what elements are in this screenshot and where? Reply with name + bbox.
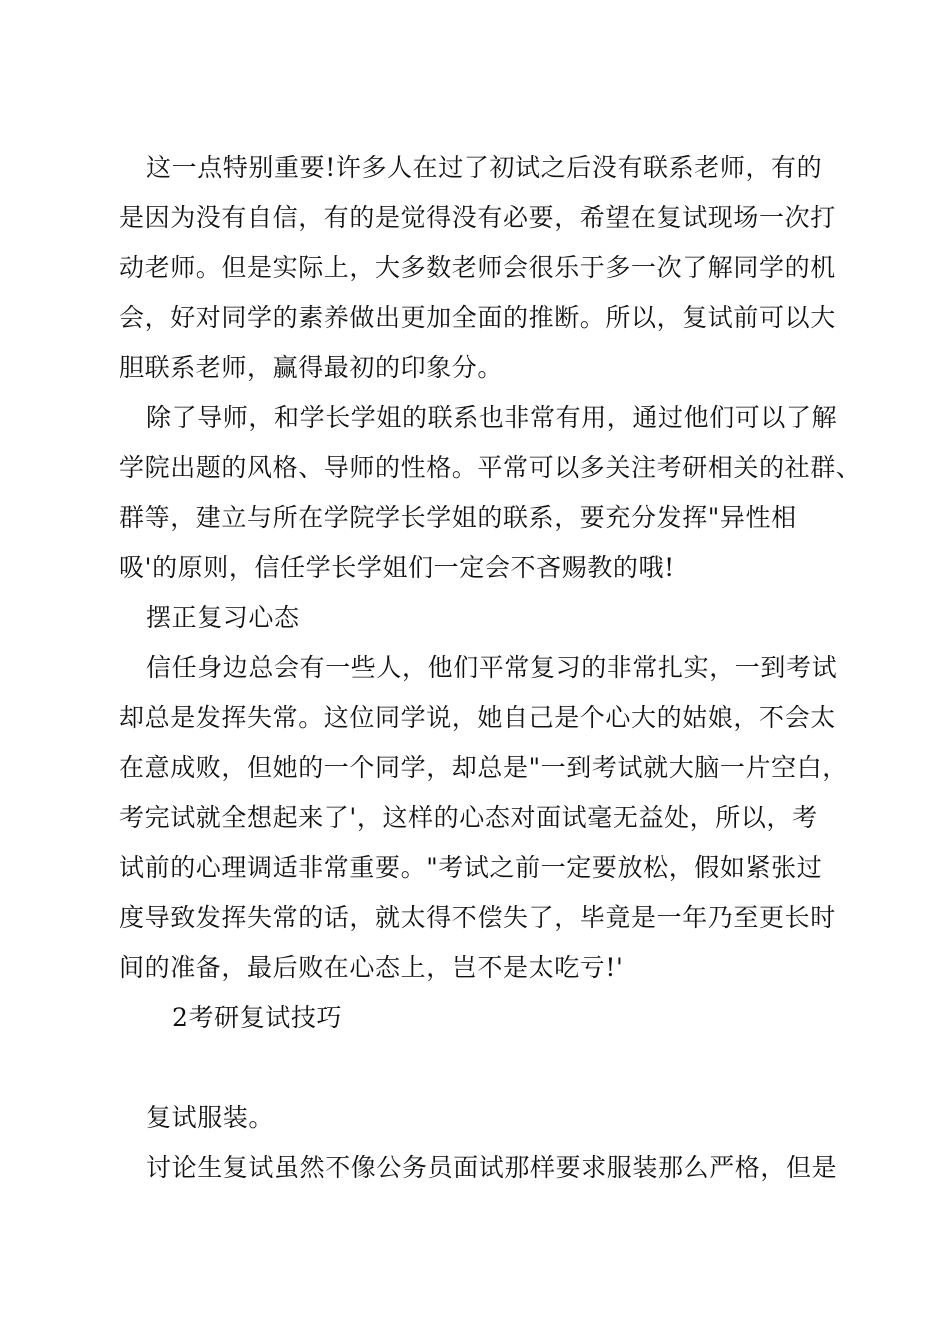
paragraph-3-line-3: 在意成败，但她的一个同学，却总是"一到考试就大脑一片空白， <box>119 753 848 782</box>
paragraph-3-line-2: 却总是发挥失常。这位同学说，她自己是个心大的姑娘，不会太 <box>119 703 836 732</box>
paragraph-3-line-5: 试前的心理调适非常重要。"考试之前一定要放松，假如紧张过 <box>119 853 823 882</box>
paragraph-3-line-1: 信任身边总会有一些人，他们平常复习的非常扎实，一到考试 <box>146 653 838 682</box>
paragraph-1-line-5: 胆联系老师，赢得最初的印象分。 <box>119 353 504 382</box>
paragraph-2-line-2: 学院出题的风格、导师的性格。平常可以多关注考研相关的社群、 <box>119 453 862 482</box>
paragraph-3-line-7: 间的准备，最后败在心态上，岂不是太吃亏!' <box>119 953 624 982</box>
paragraph-2-line-4: 吸'的原则，信任学长学姐们一定会不吝赐教的哦! <box>119 553 675 582</box>
section-heading-tips: 2考研复试技巧 <box>172 1003 343 1032</box>
paragraph-1-line-2: 是因为没有自信，有的是觉得没有必要，希望在复试现场一次打 <box>119 203 836 232</box>
paragraph-2-line-1: 除了导师，和学长学姐的联系也非常有用，通过他们可以了解 <box>146 403 838 432</box>
paragraph-1-line-4: 会，好对同学的素养做出更加全面的推断。所以，复试前可以大 <box>119 303 836 332</box>
section-heading-attire: 复试服装。 <box>146 1103 275 1132</box>
paragraph-3-line-6: 度导致发挥失常的话，就太得不偿失了，毕竟是一年乃至更长时 <box>119 903 836 932</box>
paragraph-4-line-1: 讨论生复试虽然不像公务员面试那样要求服装那么严格，但是 <box>146 1153 838 1182</box>
paragraph-1-line-3: 动老师。但是实际上，大多数老师会很乐于多一次了解同学的机 <box>119 253 836 282</box>
paragraph-2-line-3: 群等，建立与所在学院学长学姐的联系，要充分发挥"异性相 <box>119 503 797 532</box>
paragraph-3-line-4: 考完试就全想起来了'，这样的心态对面试毫无益处，所以，考 <box>119 803 818 832</box>
section-heading-mindset: 摆正复习心态 <box>146 603 300 632</box>
paragraph-1-line-1: 这一点特别重要!许多人在过了初试之后没有联系老师，有的 <box>146 153 823 182</box>
